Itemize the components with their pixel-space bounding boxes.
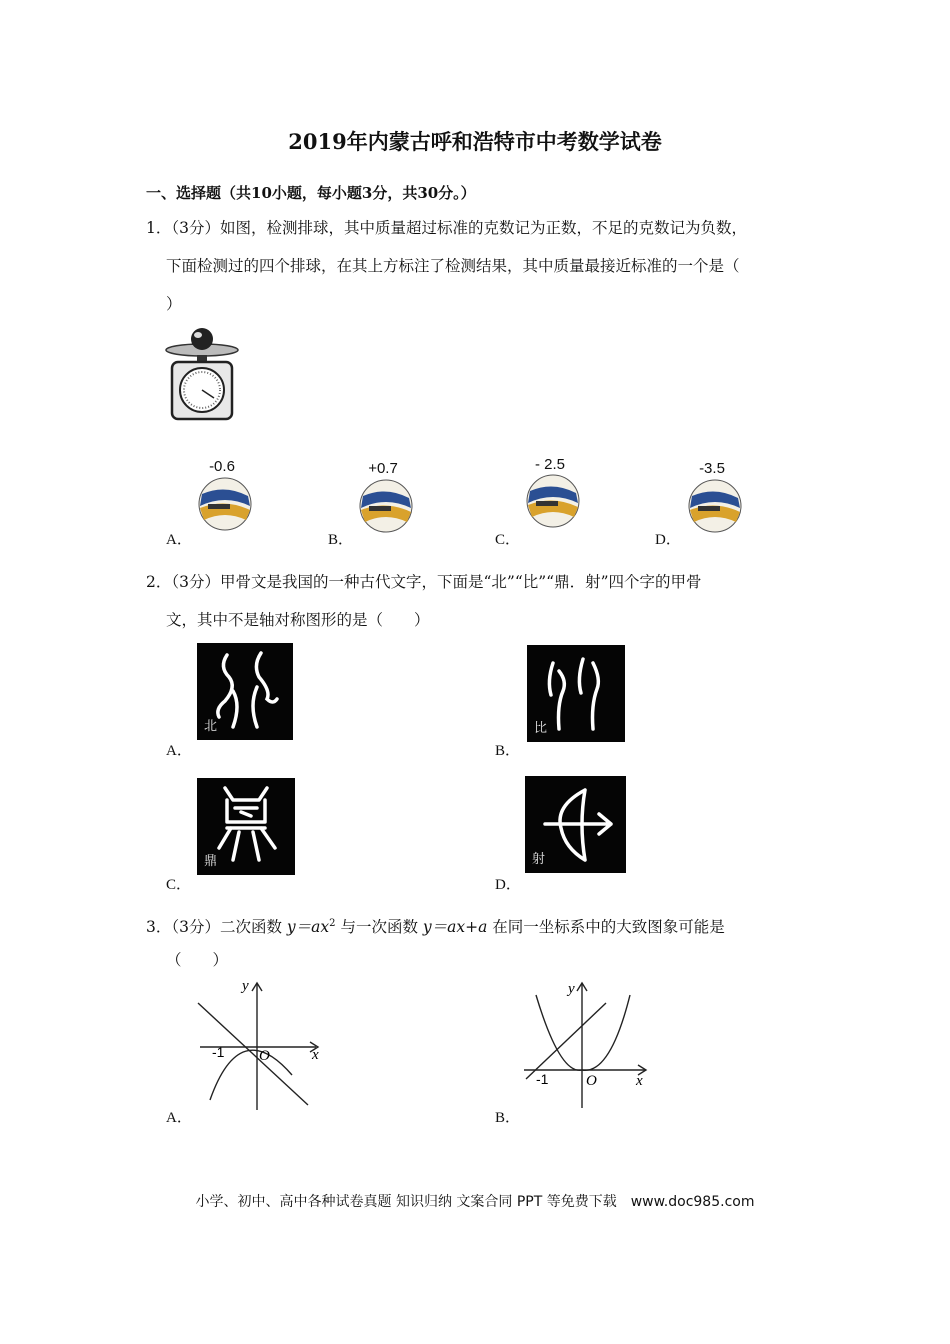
q1-line3: ） xyxy=(166,295,182,313)
volleyball-a xyxy=(196,476,254,532)
graph-a-y-label: y xyxy=(242,978,249,994)
graph-a-x-label: x xyxy=(312,1047,319,1063)
oracle-she-image xyxy=(525,776,626,873)
footer-text: 小学、初中、高中各种试卷真题 知识归纳 文案合同 PPT 等免费下载 www.doc985.com xyxy=(195,1194,755,1210)
q2-option-c: C． xyxy=(166,877,192,893)
oracle-bi-image xyxy=(527,645,625,742)
scale-illustration xyxy=(164,326,240,422)
oracle-bi-label: 比 xyxy=(534,721,548,736)
q3-line2: （ ） xyxy=(166,951,229,969)
page-title: 2019年内蒙古呼和浩特市中考数学试卷 xyxy=(288,129,662,154)
volleyball-c xyxy=(524,473,582,529)
graph-b xyxy=(520,975,660,1115)
q1-line2: 下面检测过的四个排球，在其上方标注了检测结果，其中质量最接近标准的一个是（ xyxy=(166,257,740,275)
q3-line1: 3．（3分）二次函数 $y=ax^2$ 与一次函数 y＝ax+a 在同一坐标系中的大致图象可能是 xyxy=(146,918,725,937)
volleyball-d xyxy=(686,478,744,534)
q3-option-b: B． xyxy=(495,1110,521,1126)
section-heading: 一、选择题（共10小题，每小题3分，共30分。） xyxy=(146,184,476,202)
q3-option-a: A． xyxy=(166,1110,192,1126)
q2-option-a: A． xyxy=(166,743,192,759)
q1-option-c: C． xyxy=(495,532,521,548)
q2-line2: 文，其中不是轴对称图形的是（ ） xyxy=(166,611,430,629)
graph-a-origin: O xyxy=(259,1048,270,1064)
oracle-she-label: 射 xyxy=(532,852,546,867)
q2-option-d: D． xyxy=(495,877,521,893)
graph-b-origin: O xyxy=(586,1073,597,1089)
graph-b-y-label: y xyxy=(568,981,575,997)
graph-b-x-label: x xyxy=(636,1073,643,1089)
oracle-ding-image xyxy=(197,778,295,875)
q2-option-b: B． xyxy=(495,743,521,759)
q1-option-b: B． xyxy=(328,532,354,548)
graph-a xyxy=(192,975,332,1115)
ball-value-d: -3.5 xyxy=(699,460,725,477)
q1-option-a: A． xyxy=(166,532,192,548)
q1-option-d: D． xyxy=(655,532,681,548)
volleyball-b xyxy=(357,478,415,534)
ball-value-b: +0.7 xyxy=(368,460,398,477)
ball-value-a: -0.6 xyxy=(209,458,235,475)
oracle-bei-image xyxy=(197,643,293,740)
oracle-bei-label: 北 xyxy=(204,719,218,734)
ball-value-c: - 2.5 xyxy=(534,456,565,473)
graph-b-tick: -1 xyxy=(536,1071,549,1087)
graph-a-tick: -1 xyxy=(212,1044,225,1060)
oracle-ding-label: 鼎 xyxy=(204,854,218,869)
q2-line1: 2．（3分）甲骨文是我国的一种古代文字，下面是“北”“比”“鼎．射”四个字的甲骨 xyxy=(146,573,702,591)
q1-line1: 1．（3分）如图，检测排球，其中质量超过标准的克数记为正数，不足的克数记为负数， xyxy=(146,219,747,237)
